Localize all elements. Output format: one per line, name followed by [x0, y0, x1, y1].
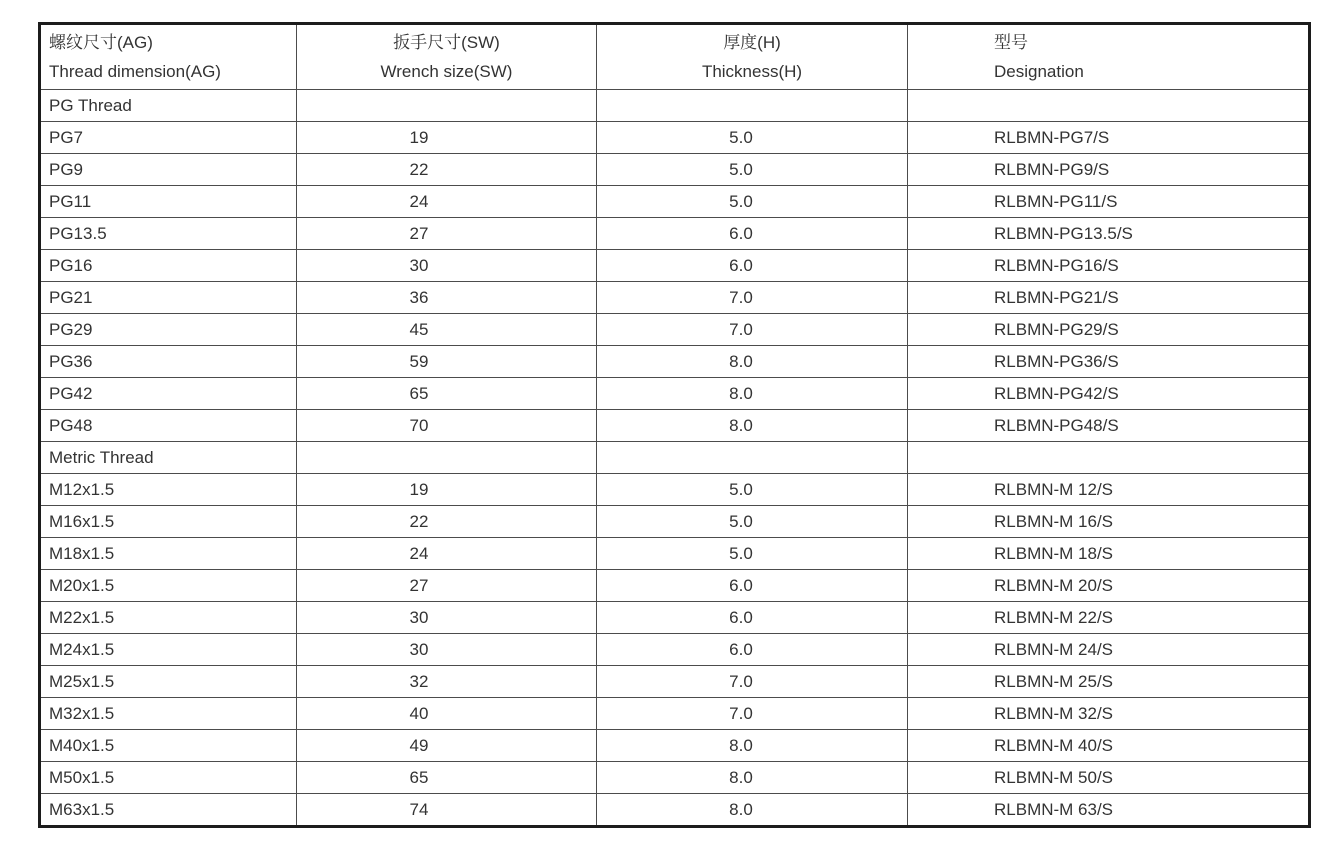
table-row: [40, 186, 1310, 218]
col-header-thickness-zh: 厚度(H): [723, 33, 781, 52]
designation-cell: RLBMN-M 22/S: [908, 602, 1310, 634]
table-row: [40, 250, 1310, 282]
designation-cell: RLBMN-PG48/S: [908, 410, 1310, 442]
table-row: [40, 506, 1310, 538]
thread-dimension-cell: M22x1.5: [40, 602, 297, 634]
wrench-size-cell: 19: [297, 122, 597, 154]
thread-dimension-cell: PG42: [40, 378, 297, 410]
col-header-designation: [908, 24, 1310, 90]
col-header-thread-dimension: [40, 24, 297, 90]
thickness-cell: 6.0: [597, 634, 908, 666]
wrench-size-cell: 59: [297, 346, 597, 378]
wrench-size-cell: 22: [297, 506, 597, 538]
col-header-designation-zh: 型号: [994, 33, 1028, 52]
wrench-size-cell: 30: [297, 250, 597, 282]
thread-dimension-cell: PG29: [40, 314, 297, 346]
designation-cell: RLBMN-PG13.5/S: [908, 218, 1310, 250]
thread-dimension-cell: M50x1.5: [40, 762, 297, 794]
table-row: [40, 602, 1310, 634]
thread-dimension-cell: M25x1.5: [40, 666, 297, 698]
thickness-cell: 8.0: [597, 730, 908, 762]
table-row: [40, 762, 1310, 794]
wrench-size-cell: 74: [297, 794, 597, 827]
wrench-size-cell: 65: [297, 762, 597, 794]
designation-cell: RLBMN-PG42/S: [908, 378, 1310, 410]
thickness-cell: 8.0: [597, 378, 908, 410]
designation-cell: RLBMN-M 12/S: [908, 474, 1310, 506]
thread-dimension-cell: M12x1.5: [40, 474, 297, 506]
empty-cell: [908, 90, 1310, 122]
table-row: [40, 538, 1310, 570]
wrench-size-cell: 45: [297, 314, 597, 346]
wrench-size-cell: 24: [297, 186, 597, 218]
table-row: [40, 570, 1310, 602]
col-header-thickness: [597, 24, 908, 90]
col-header-wrench-size: [297, 24, 597, 90]
thread-spec-table: [38, 22, 1311, 828]
thread-dimension-cell: PG21: [40, 282, 297, 314]
col-header-thread-dimension-zh: 螺纹尺寸(AG): [49, 33, 153, 52]
thickness-cell: 8.0: [597, 794, 908, 827]
thread-dimension-cell: PG11: [40, 186, 297, 218]
thickness-cell: 7.0: [597, 314, 908, 346]
thread-dimension-cell: M20x1.5: [40, 570, 297, 602]
designation-cell: RLBMN-M 16/S: [908, 506, 1310, 538]
table-row: [40, 698, 1310, 730]
designation-cell: RLBMN-M 25/S: [908, 666, 1310, 698]
table-row: [40, 314, 1310, 346]
thickness-cell: 7.0: [597, 698, 908, 730]
thickness-cell: 6.0: [597, 250, 908, 282]
table-row: [40, 730, 1310, 762]
designation-cell: RLBMN-M 32/S: [908, 698, 1310, 730]
empty-cell: [597, 442, 908, 474]
wrench-size-cell: 22: [297, 154, 597, 186]
table-row: [40, 218, 1310, 250]
designation-cell: RLBMN-M 18/S: [908, 538, 1310, 570]
designation-cell: RLBMN-M 20/S: [908, 570, 1310, 602]
thickness-cell: 7.0: [597, 282, 908, 314]
empty-cell: [908, 442, 1310, 474]
thread-dimension-cell: M32x1.5: [40, 698, 297, 730]
thickness-cell: 8.0: [597, 410, 908, 442]
wrench-size-cell: 24: [297, 538, 597, 570]
thickness-cell: 5.0: [597, 186, 908, 218]
designation-cell: RLBMN-M 63/S: [908, 794, 1310, 827]
thickness-cell: 6.0: [597, 218, 908, 250]
wrench-size-cell: 27: [297, 570, 597, 602]
col-header-thread-dimension-en: Thread dimension(AG): [49, 62, 221, 81]
table-row: [40, 666, 1310, 698]
section-row: [40, 90, 1310, 122]
wrench-size-cell: 32: [297, 666, 597, 698]
wrench-size-cell: 30: [297, 602, 597, 634]
designation-cell: RLBMN-PG36/S: [908, 346, 1310, 378]
thickness-cell: 8.0: [597, 762, 908, 794]
thickness-cell: 7.0: [597, 666, 908, 698]
thread-dimension-cell: PG7: [40, 122, 297, 154]
thread-dimension-cell: PG9: [40, 154, 297, 186]
designation-cell: RLBMN-PG21/S: [908, 282, 1310, 314]
designation-cell: RLBMN-PG16/S: [908, 250, 1310, 282]
thickness-cell: 5.0: [597, 506, 908, 538]
table-row: [40, 410, 1310, 442]
thickness-cell: 8.0: [597, 346, 908, 378]
section-label-cell: PG Thread: [40, 90, 297, 122]
table-row: [40, 154, 1310, 186]
empty-cell: [597, 90, 908, 122]
col-header-designation-en: Designation: [994, 62, 1084, 81]
wrench-size-cell: 30: [297, 634, 597, 666]
thread-dimension-cell: PG13.5: [40, 218, 297, 250]
col-header-thickness-en: Thickness(H): [701, 62, 803, 81]
designation-cell: RLBMN-PG29/S: [908, 314, 1310, 346]
thread-dimension-cell: M16x1.5: [40, 506, 297, 538]
table-row: [40, 282, 1310, 314]
designation-cell: RLBMN-PG7/S: [908, 122, 1310, 154]
wrench-size-cell: 40: [297, 698, 597, 730]
designation-cell: RLBMN-M 50/S: [908, 762, 1310, 794]
table-row: [40, 474, 1310, 506]
thickness-cell: 5.0: [597, 122, 908, 154]
col-header-wrench-size-zh: 扳手尺寸(SW): [393, 33, 500, 52]
thread-dimension-cell: PG48: [40, 410, 297, 442]
thickness-cell: 5.0: [597, 154, 908, 186]
designation-cell: RLBMN-M 24/S: [908, 634, 1310, 666]
empty-cell: [297, 442, 597, 474]
wrench-size-cell: 49: [297, 730, 597, 762]
wrench-size-cell: 70: [297, 410, 597, 442]
wrench-size-cell: 27: [297, 218, 597, 250]
section-row: [40, 442, 1310, 474]
col-header-wrench-size-en: Wrench size(SW): [380, 62, 513, 81]
thread-dimension-cell: PG16: [40, 250, 297, 282]
designation-cell: RLBMN-PG9/S: [908, 154, 1310, 186]
wrench-size-cell: 19: [297, 474, 597, 506]
thread-dimension-cell: M18x1.5: [40, 538, 297, 570]
thickness-cell: 5.0: [597, 538, 908, 570]
table-row: [40, 378, 1310, 410]
thread-dimension-cell: M24x1.5: [40, 634, 297, 666]
designation-cell: RLBMN-PG11/S: [908, 186, 1310, 218]
thickness-cell: 6.0: [597, 570, 908, 602]
section-label-cell: Metric Thread: [40, 442, 297, 474]
table-row: [40, 794, 1310, 827]
wrench-size-cell: 36: [297, 282, 597, 314]
wrench-size-cell: 65: [297, 378, 597, 410]
empty-cell: [297, 90, 597, 122]
thickness-cell: 6.0: [597, 602, 908, 634]
designation-cell: RLBMN-M 40/S: [908, 730, 1310, 762]
table-row: [40, 346, 1310, 378]
header-row: [40, 24, 1310, 90]
thread-dimension-cell: PG36: [40, 346, 297, 378]
thread-dimension-cell: M40x1.5: [40, 730, 297, 762]
thickness-cell: 5.0: [597, 474, 908, 506]
table-row: [40, 634, 1310, 666]
thread-dimension-cell: M63x1.5: [40, 794, 297, 827]
table-row: [40, 122, 1310, 154]
